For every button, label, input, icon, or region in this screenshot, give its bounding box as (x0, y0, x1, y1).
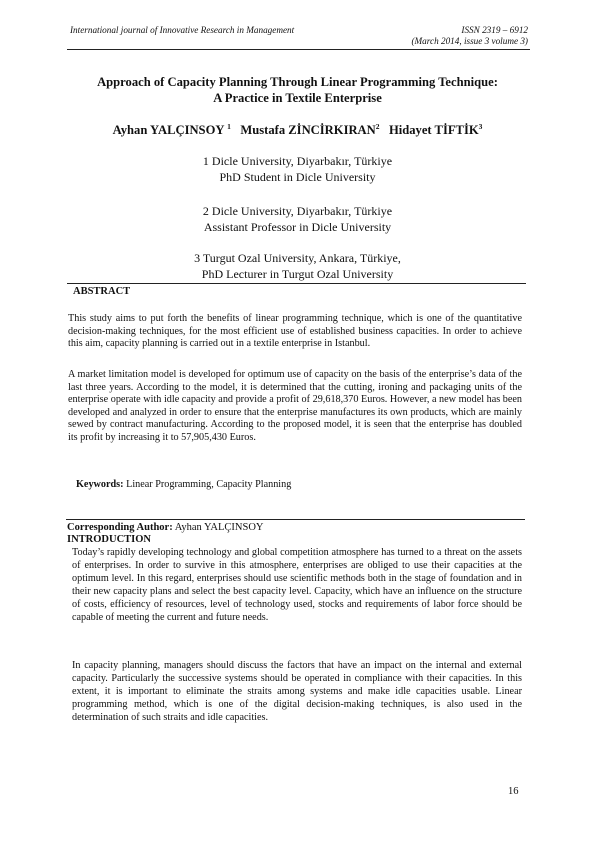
issue-info: (March 2014, issue 3 volume 3) (411, 36, 528, 46)
header-divider (67, 49, 530, 50)
affiliation (120, 203, 475, 235)
author-affil-mark: 1 (227, 122, 231, 131)
section-divider (66, 519, 525, 520)
author-affil-mark: 2 (375, 122, 380, 131)
affiliation (120, 153, 475, 185)
author-list (60, 122, 535, 138)
affiliation-line: 1 Dicle University, Diyarbakır, Türkiye (202, 154, 393, 168)
abstract-paragraph: This study aims to put forth the benefits of linear programming technique, which is one of the quantitative decision-making techniques, for the most efficient use of established business capacities. In order to achieve this aim, capacity planning is carried out in a textile enterprise in Istanbul. (68, 313, 522, 349)
affiliation-line: 2 Dicle University, Diyarbakır, Türkiye (202, 204, 393, 218)
journal-name: International journal of Innovative Research in Management (70, 25, 295, 35)
author-name: Ayhan YALÇINSOY (112, 123, 224, 137)
introduction-paragraph: Today’s rapidly developing technology and global competition atmosphere has turned to a threat on the assets of enterprises. In order to survive in this atmosphere, enterprises are obliged to use their capacities at the optimum level. In this regard, enterprises should use scientific methods both in the stage of foundation and in their new capacity plans and select the best capacity level. Capacity, which have an influence on the structure of costs, efficiency of resources, level of technology used, stocks and requirements of labor force should be capable of meeting the current and future needs. (72, 547, 522, 623)
issn: ISSN 2319 – 6912 (461, 25, 528, 35)
title-line-2: A Practice in Textile Enterprise (213, 91, 382, 105)
author-name: Hidayet TİFTİK (388, 123, 479, 137)
corresponding-name: Ayhan YALÇINSOY (172, 522, 264, 533)
title-line-1: Approach of Capacity Planning Through Linear Programming Technique: (97, 75, 498, 89)
affiliation-line: 3 Turgut Ozal University, Ankara, Türkiye, (194, 251, 401, 265)
page-number: 16 (508, 786, 519, 797)
keywords (76, 479, 291, 490)
corresponding-label: Corresponding Author: (67, 522, 173, 533)
introduction-heading: INTRODUCTION (67, 534, 152, 545)
affiliation-line: Assistant Professor in Dicle University (203, 220, 392, 234)
corresponding-author (67, 522, 264, 533)
keywords-value: Linear Programming, Capacity Planning (123, 479, 292, 490)
abstract-paragraph: A market limitation model is developed for optimum use of capacity on the basis of the enterprise’s data of the last three years. According to the model, it is determined that the cutting, ironing and packaging units of the enterprise operate with idle capacity and provide a profit of 29,618,370 Euros. However, a new model has been developed and analyzed in order to ensure that the enterprise manufactures its own products, which are mainly sewed by contract manufacturing. According to the proposed model, it is seen that the enterprise has doubled its profit by increasing it to 57,905,430 Euros. (68, 369, 522, 443)
author-name: Mustafa ZİNCİRKIRAN (240, 123, 376, 137)
paper-title (60, 74, 535, 106)
abstract-divider (67, 283, 526, 299)
author-affil-mark: 3 (478, 122, 483, 131)
affiliation-line: PhD Lecturer in Turgut Ozal University (201, 267, 394, 281)
affiliation-line: PhD Student in Dicle University (219, 170, 376, 184)
introduction-paragraph: In capacity planning, managers should discuss the factors that have an impact on the internal and external capacity. Particularly the successive systems should be operated in compliance with their capacities. In this extent, it is important to eliminate the straits among systems and make idle capacities usable. Linear programming method, which is one of the digital decision-making techniques, is also used in the determination of such straits and idle capacities. (72, 660, 522, 723)
issn-block (380, 25, 528, 47)
affiliation (120, 250, 475, 282)
abstract-heading: ABSTRACT (73, 286, 131, 297)
keywords-label: Keywords: (76, 479, 124, 490)
